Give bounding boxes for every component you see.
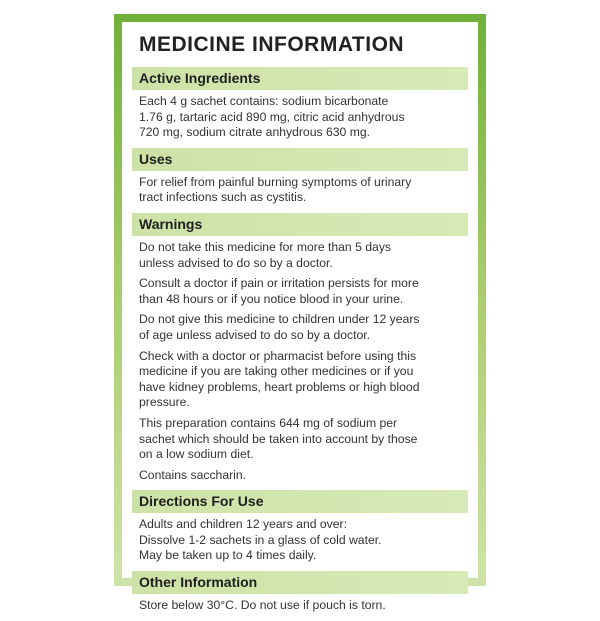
- medicine-information-label: [114, 14, 486, 613]
- paragraph: [139, 598, 461, 614]
- text-line: 720 mg, sodium citrate anhydrous 630 mg.: [139, 125, 371, 140]
- text-line: tract infections such as cystitis.: [139, 190, 307, 205]
- text-line: pressure.: [139, 395, 190, 410]
- text-line: have kidney problems, heart problems or high blood: [139, 379, 420, 394]
- text-line: For relief from painful burning symptoms of urinary: [139, 174, 412, 189]
- section-active-ingredients: [132, 67, 468, 148]
- text-line: on a low sodium diet.: [139, 447, 254, 462]
- section-body: [132, 171, 468, 213]
- section-uses: [132, 148, 468, 213]
- text-line: May be taken up to 4 times daily.: [139, 548, 317, 563]
- text-line: sachet which should be taken into account by those: [139, 431, 418, 446]
- paragraph: [139, 349, 461, 411]
- section-body: [132, 513, 468, 571]
- section-heading: Warnings: [132, 213, 468, 236]
- section-body: [132, 236, 468, 490]
- paragraph: [139, 517, 461, 564]
- paragraph: [139, 94, 461, 141]
- text-line: Check with a doctor or pharmacist before using this: [139, 348, 417, 363]
- label-panel: [122, 22, 478, 613]
- paragraph: [139, 175, 461, 206]
- page-title: MEDICINE INFORMATION: [139, 33, 405, 56]
- section-directions-for-use: [132, 490, 468, 571]
- text-line: Do not take this medicine for more than 5 days: [139, 239, 392, 254]
- text-line: medicine if you are taking other medicines or if you: [139, 364, 414, 379]
- text-line: of age unless advised to do so by a doctor.: [139, 327, 371, 342]
- text-line: This preparation contains 644 mg of sodium per: [139, 415, 398, 430]
- paragraph: [139, 416, 461, 463]
- text-line: Contains saccharin.: [139, 467, 247, 482]
- section-heading: Uses: [132, 148, 468, 171]
- section-heading: Directions For Use: [132, 490, 468, 513]
- text-line: unless advised to do so by a doctor.: [139, 255, 333, 270]
- text-line: Consult a doctor if pain or irritation persists for more: [139, 276, 419, 291]
- text-line: Do not give this medicine to children under 12 years: [139, 312, 420, 327]
- paragraph: [139, 276, 461, 307]
- section-heading: Other Information: [132, 571, 468, 594]
- section-body: [132, 90, 468, 148]
- section-warnings: [132, 213, 468, 490]
- text-line: Dissolve 1-2 sachets in a glass of cold water.: [139, 532, 382, 547]
- paragraph: [139, 312, 461, 343]
- text-line: Each 4 g sachet contains: sodium bicarbonate: [139, 94, 389, 108]
- text-line: 1.76 g, tartaric acid 890 mg, citric acid anhydrous: [139, 109, 405, 124]
- section-body: [132, 594, 468, 621]
- section-other-information: [132, 571, 468, 621]
- paragraph: [139, 240, 461, 271]
- text-line: than 48 hours or if you notice blood in your urine.: [139, 291, 404, 306]
- paragraph: [139, 468, 461, 484]
- section-heading: Active Ingredients: [132, 67, 468, 90]
- text-line: Adults and children 12 years and over:: [139, 517, 347, 532]
- text-line: Store below 30°C. Do not use if pouch is torn.: [139, 598, 386, 613]
